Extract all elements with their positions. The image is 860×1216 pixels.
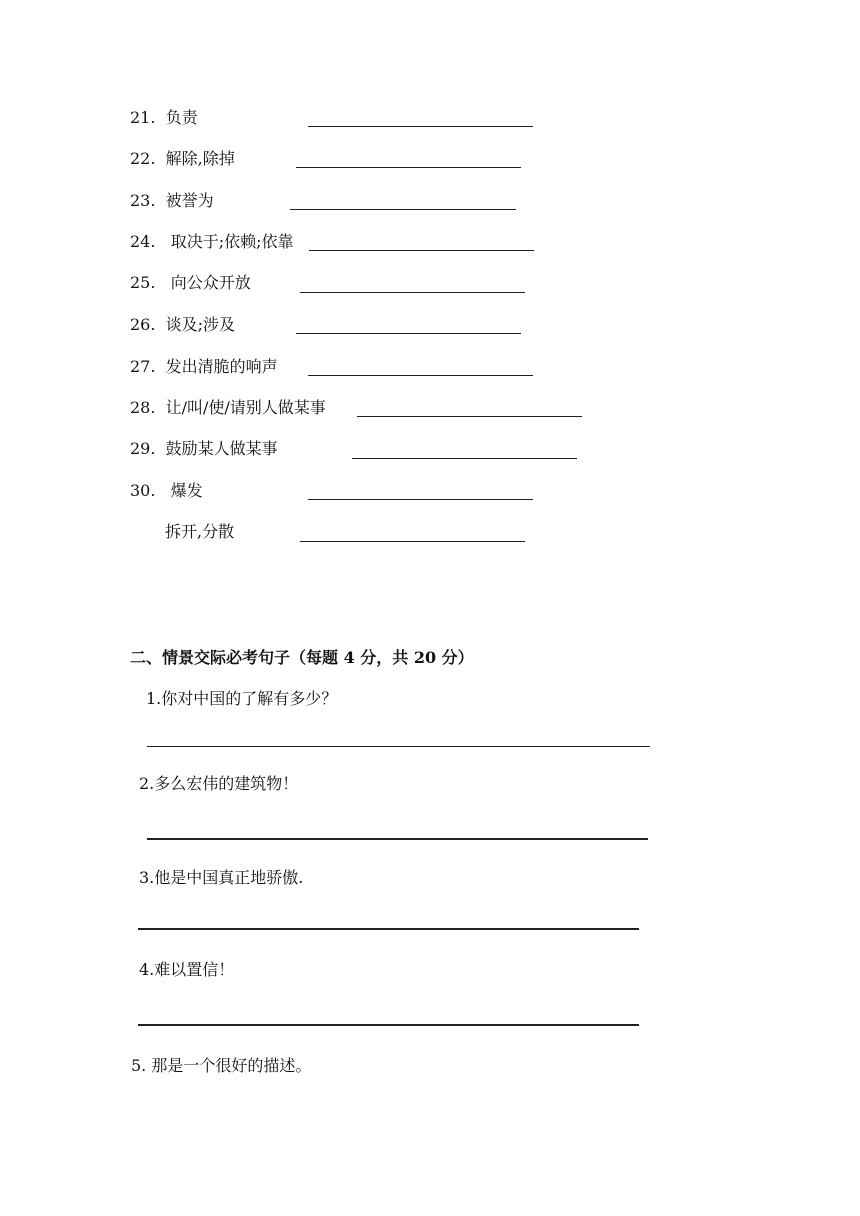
answer-blank-28[interactable] <box>357 416 582 417</box>
sentence-4: 4.难以置信！ <box>139 960 235 979</box>
sentence-2: 2.多么宏伟的建筑物！ <box>139 774 299 793</box>
answer-blank-27[interactable] <box>308 375 533 376</box>
vocab-label: 拆开,分散 <box>165 522 235 541</box>
answer-blank-25[interactable] <box>300 292 525 293</box>
translation-blank-2[interactable] <box>147 838 648 840</box>
vocab-label: 29. 鼓励某人做某事 <box>130 439 278 458</box>
vocab-label: 26. 谈及;涉及 <box>130 315 236 334</box>
vocab-label: 23. 被誉为 <box>130 191 214 210</box>
translation-blank-4[interactable] <box>138 1024 639 1026</box>
answer-blank-24[interactable] <box>309 250 534 251</box>
answer-blank-26[interactable] <box>296 333 521 334</box>
vocab-label: 22. 解除,除掉 <box>130 149 235 168</box>
answer-blank-29[interactable] <box>352 458 577 459</box>
sentence-3: 3.他是中国真正地骄傲. <box>139 868 304 887</box>
section-title: 二、情景交际必考句子（每题 4 分，共 20 分） <box>130 648 474 667</box>
vocab-label: 25. 向公众开放 <box>130 273 251 292</box>
sentence-5: 5. 那是一个很好的描述。 <box>131 1056 312 1075</box>
answer-blank-30[interactable] <box>308 499 533 500</box>
translation-blank-3[interactable] <box>138 928 639 930</box>
vocab-label: 28. 让/叫/使/请别人做某事 <box>130 398 326 417</box>
vocab-label: 21. 负责 <box>130 108 198 127</box>
answer-blank-21[interactable] <box>308 126 533 127</box>
answer-blank-23[interactable] <box>290 209 516 210</box>
sentence-1: 1.你对中国的了解有多少？ <box>146 689 338 708</box>
vocab-label: 24. 取决于;依赖;依靠 <box>130 232 294 251</box>
vocab-label: 30. 爆发 <box>130 481 203 500</box>
vocab-label: 27. 发出清脆的响声 <box>130 357 278 376</box>
answer-blank-30b[interactable] <box>300 541 525 542</box>
answer-blank-22[interactable] <box>296 167 521 168</box>
translation-blank-1[interactable] <box>147 746 650 747</box>
